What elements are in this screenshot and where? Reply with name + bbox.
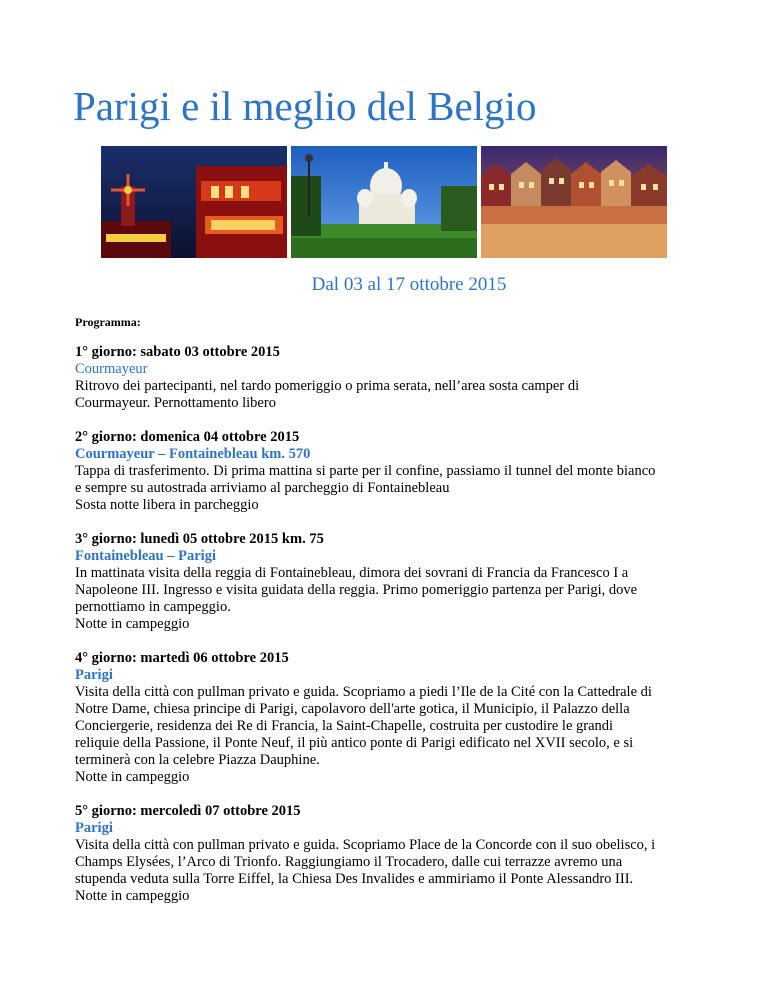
page-title: Parigi e il meglio del Belgio xyxy=(73,83,537,129)
day-description-line: Napoleone III. Ingresso e visita guidata della reggia. Primo pomeriggio partenza per Parigi, dove xyxy=(75,582,638,598)
day-description-line: reliquie della Passione, il Ponte Neuf, il più antico ponte di Parigi edificato nel XVII secolo, e si xyxy=(75,735,634,751)
day-block xyxy=(75,531,715,633)
moulin-rouge-photo xyxy=(101,146,287,258)
itinerary xyxy=(75,344,715,922)
sacre-coeur-photo xyxy=(291,146,477,258)
day-description-line: In mattinata visita della reggia di Fontainebleau, dimora dei sovrani di Francia da Francesco I a xyxy=(75,565,629,581)
day-description-line: Ritrovo dei partecipanti, nel tardo pomeriggio o prima serata, nell’area sosta camper di xyxy=(75,378,580,394)
day-heading: 3° giorno: lunedì 05 ottobre 2015 km. 75 xyxy=(75,531,324,547)
day-description-line: Sosta notte libera in parcheggio xyxy=(75,497,259,513)
day-description-line: pernottiamo in campeggio. xyxy=(75,599,231,615)
day-route: Parigi xyxy=(75,667,113,683)
day-description-line: Conciergerie, residenza dei Re di Francia, la Saint-Chapelle, costruita per custodire le grandi xyxy=(75,718,614,734)
day-description-line: stupenda veduta sulla Torre Eiffel, la Chiesa Des Invalides e ammiriamo il Ponte Alessandro III. xyxy=(75,871,634,887)
day-description-line: Notte in campeggio xyxy=(75,769,190,785)
day-block xyxy=(75,650,715,786)
day-description-line: Visita della città con pullman privato e guida. Scopriamo a piedi l’Ile de la Cité con la Cattedrale di xyxy=(75,684,652,700)
day-description-line: Notte in campeggio xyxy=(75,616,190,632)
day-description-line: terminerà con la celebre Piazza Dauphine. xyxy=(75,752,320,768)
day-block xyxy=(75,429,715,514)
day-heading: 5° giorno: mercoledì 07 ottobre 2015 xyxy=(75,803,301,819)
day-description-line: e sempre su autostrada arriviamo al parcheggio di Fontainebleau xyxy=(75,480,450,496)
day-heading: 4° giorno: martedì 06 ottobre 2015 xyxy=(75,650,289,666)
day-route: Parigi xyxy=(75,820,113,836)
bruges-square-photo xyxy=(481,146,667,258)
day-route: Fontainebleau – Parigi xyxy=(75,548,216,564)
day-block xyxy=(75,344,715,412)
day-description-line: Notte in campeggio xyxy=(75,888,190,904)
day-heading: 2° giorno: domenica 04 ottobre 2015 xyxy=(75,429,300,445)
day-block xyxy=(75,803,715,905)
day-description-line: Courmayeur. Pernottamento libero xyxy=(75,395,276,411)
day-heading: 1° giorno: sabato 03 ottobre 2015 xyxy=(75,344,280,360)
day-route: Courmayeur xyxy=(75,361,148,377)
day-description-line: Champs Elysées, l’Arco di Trionfo. Raggiungiamo il Trocadero, dalle cui terrazze avremo una xyxy=(75,854,623,870)
trip-dates: Dal 03 al 17 ottobre 2015 xyxy=(311,274,507,295)
day-description-line: Notre Dame, chiesa principe di Parigi, capolavoro dell'arte gotica, il Municipio, il Palazzo della xyxy=(75,701,630,717)
day-description-line: Visita della città con pullman privato e guida. Scopriamo Place de la Concorde con il suo obelisco, i xyxy=(75,837,656,853)
day-description-line: Tappa di trasferimento. Di prima mattina si parte per il confine, passiamo il tunnel del monte bianco xyxy=(75,463,656,479)
day-route: Courmayeur – Fontainebleau km. 570 xyxy=(75,446,311,462)
programma-label: Programma: xyxy=(75,315,141,329)
